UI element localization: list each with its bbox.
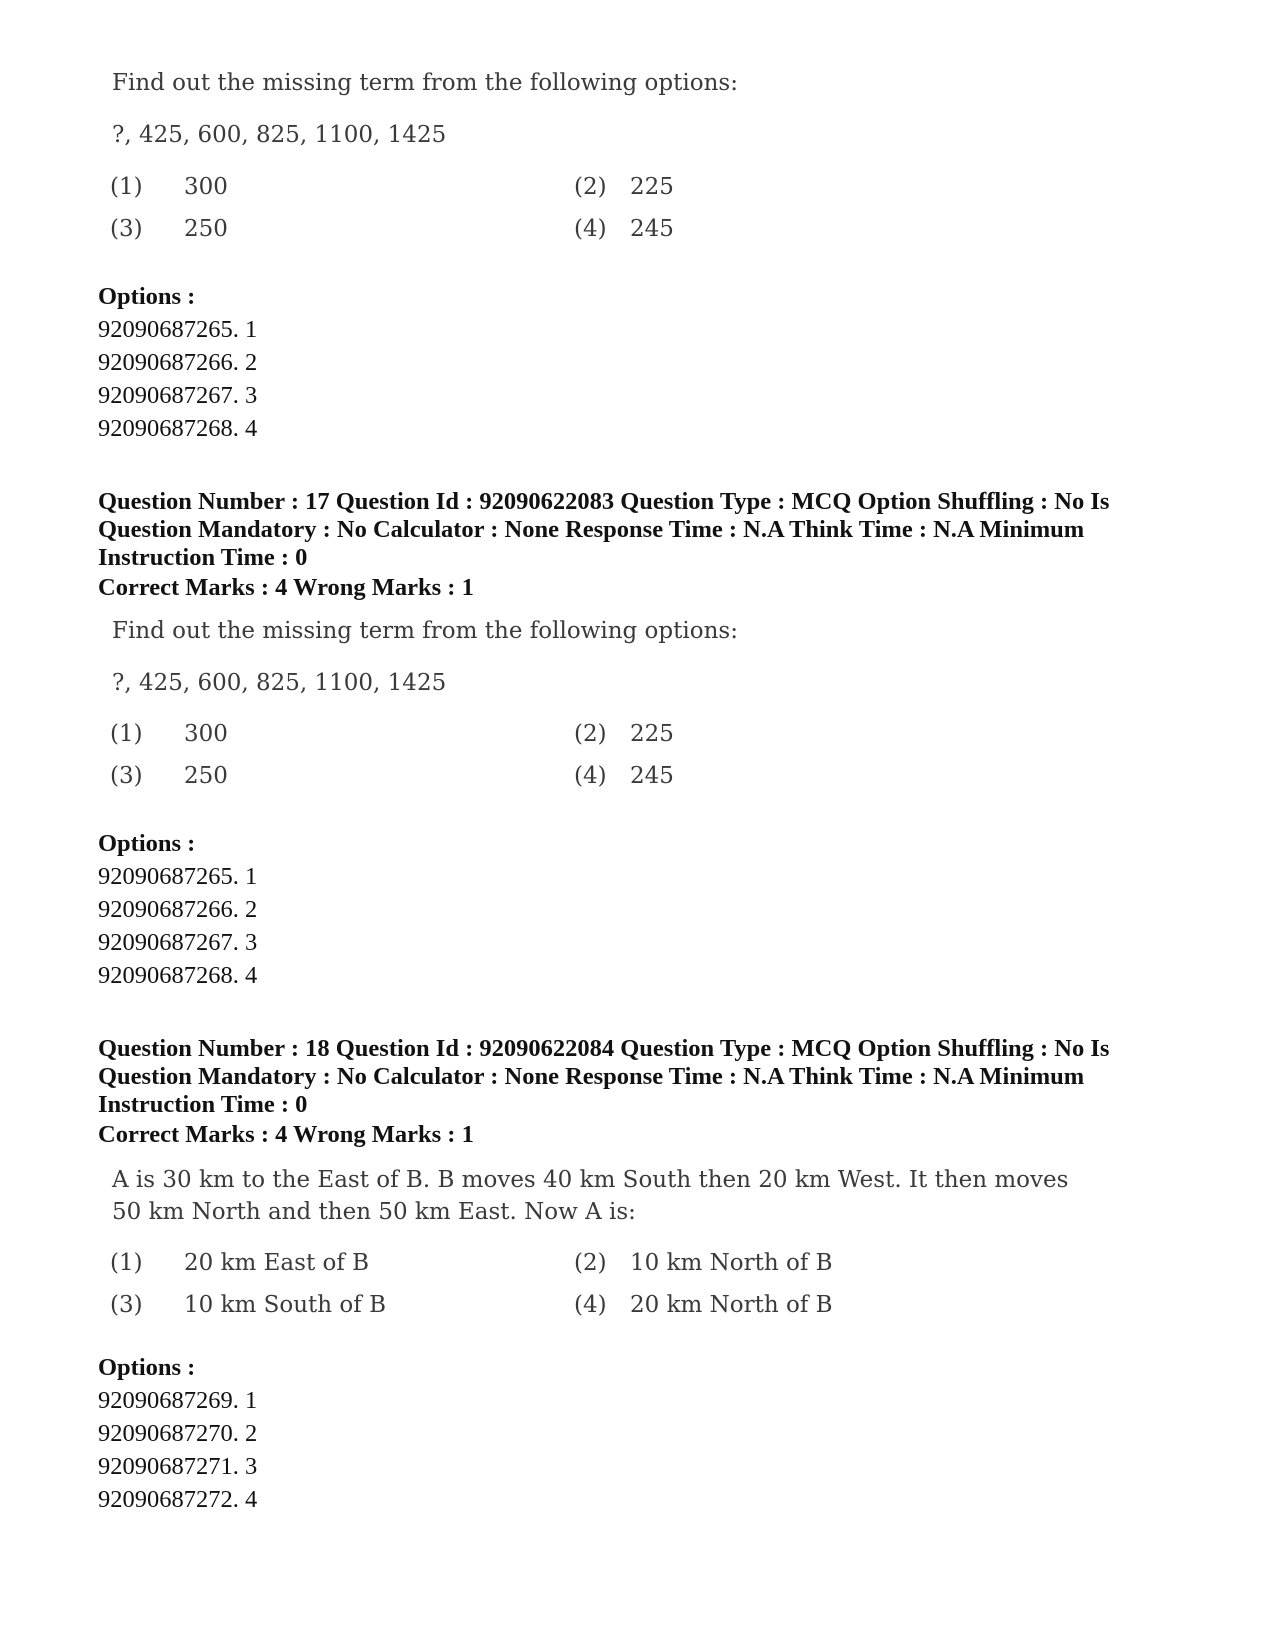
option-item: 92090687271. 3 [98, 1453, 258, 1480]
question-prompt-line-2: 50 km North and then 50 km East. Now A is: [112, 1199, 636, 1225]
choice-number: (4) [574, 763, 607, 789]
choice-number: (3) [110, 216, 143, 242]
choice-number: (2) [574, 174, 607, 200]
choice-number: (3) [110, 763, 143, 789]
choice-text: 245 [630, 763, 674, 789]
option-item: 92090687266. 2 [98, 349, 258, 376]
choice-text: 250 [184, 216, 228, 242]
option-item: 92090687267. 3 [98, 929, 258, 956]
option-item: 92090687268. 4 [98, 415, 258, 442]
option-item: 92090687268. 4 [98, 962, 258, 989]
question-prompt: Find out the missing term from the following options: [112, 618, 738, 644]
question-prompt: Find out the missing term from the following options: [112, 70, 738, 96]
choice-number: (4) [574, 1292, 607, 1318]
question-marks-17: Correct Marks : 4 Wrong Marks : 1 [98, 574, 474, 601]
question-meta-17: Question Number : 17 Question Id : 92090622083 Question Type : MCQ Option Shuffling : No Is Question Mandatory : No Calculator : None Response Time : N.A Think Time : N.A Minimum Instruction Time : 0 [98, 488, 1110, 571]
option-item: 92090687266. 2 [98, 896, 258, 923]
choice-text: 10 km South of B [184, 1292, 386, 1318]
choice-number: (1) [110, 1250, 143, 1276]
option-item: 92090687270. 2 [98, 1420, 258, 1447]
option-item: 92090687272. 4 [98, 1486, 258, 1513]
choice-number: (2) [574, 1250, 607, 1276]
choice-text: 245 [630, 216, 674, 242]
question-sequence: ?, 425, 600, 825, 1100, 1425 [112, 670, 447, 696]
choice-text: 300 [184, 174, 228, 200]
choice-number: (2) [574, 721, 607, 747]
choice-text: 225 [630, 721, 674, 747]
choice-text: 225 [630, 174, 674, 200]
question-sequence: ?, 425, 600, 825, 1100, 1425 [112, 122, 447, 148]
options-label: Options : [98, 1354, 196, 1381]
choice-text: 300 [184, 721, 228, 747]
options-label: Options : [98, 830, 196, 857]
choice-number: (4) [574, 216, 607, 242]
question-marks-18: Correct Marks : 4 Wrong Marks : 1 [98, 1121, 474, 1148]
option-item: 92090687265. 1 [98, 316, 258, 343]
choice-number: (1) [110, 174, 143, 200]
choice-text: 20 km North of B [630, 1292, 833, 1318]
choice-text: 10 km North of B [630, 1250, 833, 1276]
option-item: 92090687265. 1 [98, 863, 258, 890]
options-label: Options : [98, 283, 196, 310]
choice-number: (3) [110, 1292, 143, 1318]
choice-text: 20 km East of B [184, 1250, 370, 1276]
question-meta-18: Question Number : 18 Question Id : 92090622084 Question Type : MCQ Option Shuffling : No Is Question Mandatory : No Calculator : None Response Time : N.A Think Time : N.A Minimum Instruction Time : 0 [98, 1035, 1110, 1118]
option-item: 92090687267. 3 [98, 382, 258, 409]
question-prompt-line-1: A is 30 km to the East of B. B moves 40 km South then 20 km West. It then moves [112, 1167, 1069, 1193]
choice-number: (1) [110, 721, 143, 747]
option-item: 92090687269. 1 [98, 1387, 258, 1414]
choice-text: 250 [184, 763, 228, 789]
